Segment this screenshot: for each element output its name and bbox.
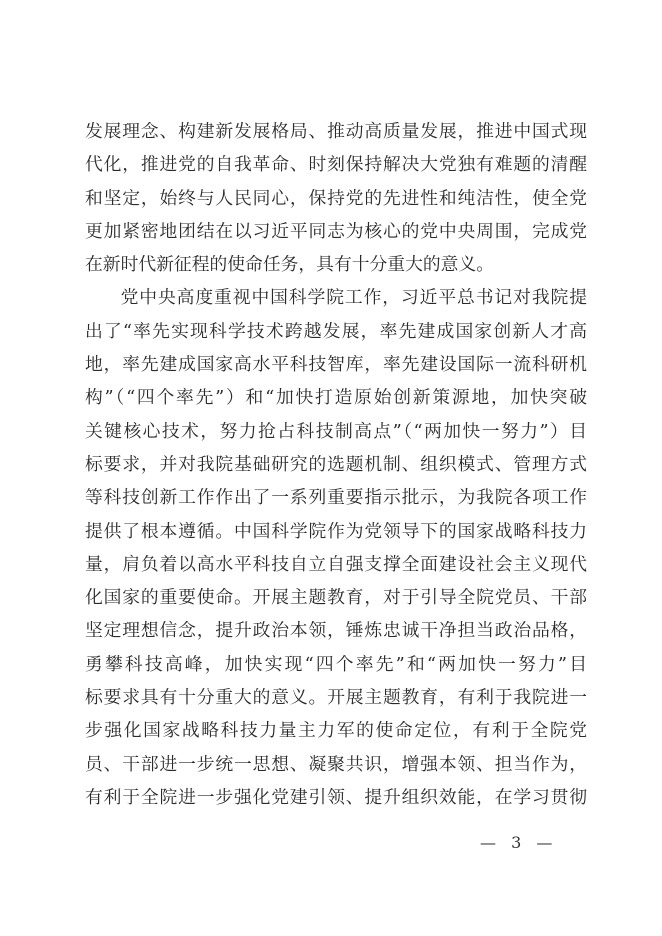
text-line: 等科技创新工作作出了一系列重要指示批示，为我院各项工作: [85, 487, 587, 509]
text-line: 有利于全院进一步强化党建引领、提升组织效能，在学习贯彻: [85, 786, 587, 808]
text-line: 员、干部进一步统一思想、凝聚共识，增强本领、担当作为，: [85, 753, 587, 775]
text-line: 标要求具有十分重大的意义。开展主题教育，有利于我院进一: [85, 687, 587, 709]
paragraph: [85, 115, 587, 281]
text-line: 提供了根本遵循。中国科学院作为党领导下的国家战略科技力: [85, 520, 587, 542]
document-body: [85, 115, 587, 814]
text-line: 地，率先建成国家高水平科技智库，率先建设国际一流科研机: [85, 354, 587, 376]
text-line: 党中央高度重视中国科学院工作，习近平总书记对我院提: [120, 287, 587, 309]
text-line: 坚定理想信念，提升政治本领，锤炼忠诚干净担当政治品格，: [85, 620, 587, 642]
text-line: 构”（“四个率先”）和“加快打造原始创新策源地，加快突破: [85, 387, 587, 409]
text-line: 步强化国家战略科技力量主力军的使命定位，有利于全院党: [85, 720, 587, 742]
text-line: 发展理念、构建新发展格局、推动高质量发展，推进中国式现: [85, 121, 587, 142]
text-line: 在新时代新征程的使命任务，具有十分重大的意义。: [85, 254, 494, 276]
text-line: 量，肩负着以高水平科技自立自强支撑全面建设社会主义现代: [85, 553, 587, 575]
page-number-value: 3: [511, 833, 522, 852]
text-line: 更加紧密地团结在以习近平同志为核心的党中央周围，完成党: [85, 220, 587, 242]
text-line: 出了“率先实现科学技术跨越发展，率先建成国家创新人才高: [85, 320, 587, 342]
page-number: [478, 833, 554, 853]
text-line: 关键核心技术，努力抢占科技制高点”（“两加快一努力”）目: [85, 420, 587, 442]
text-line: 标要求，并对我院基础研究的选题机制、组织模式、管理方式: [85, 453, 587, 475]
text-line: 和坚定，始终与人民同心，保持党的先进性和纯洁性，使全党: [85, 187, 587, 209]
text-line: 代化，推进党的自我革命、时刻保持解决大党独有难题的清醒: [85, 154, 587, 176]
text-line: 化国家的重要使命。开展主题教育，对于引导全院党员、干部: [85, 587, 587, 609]
paragraph: [85, 281, 587, 814]
page-number-dash-right: —: [536, 833, 553, 852]
page-number-dash-left: —: [480, 833, 496, 852]
text-line: 勇攀科技高峰，加快实现“四个率先”和“两加快一努力”目: [85, 653, 587, 675]
